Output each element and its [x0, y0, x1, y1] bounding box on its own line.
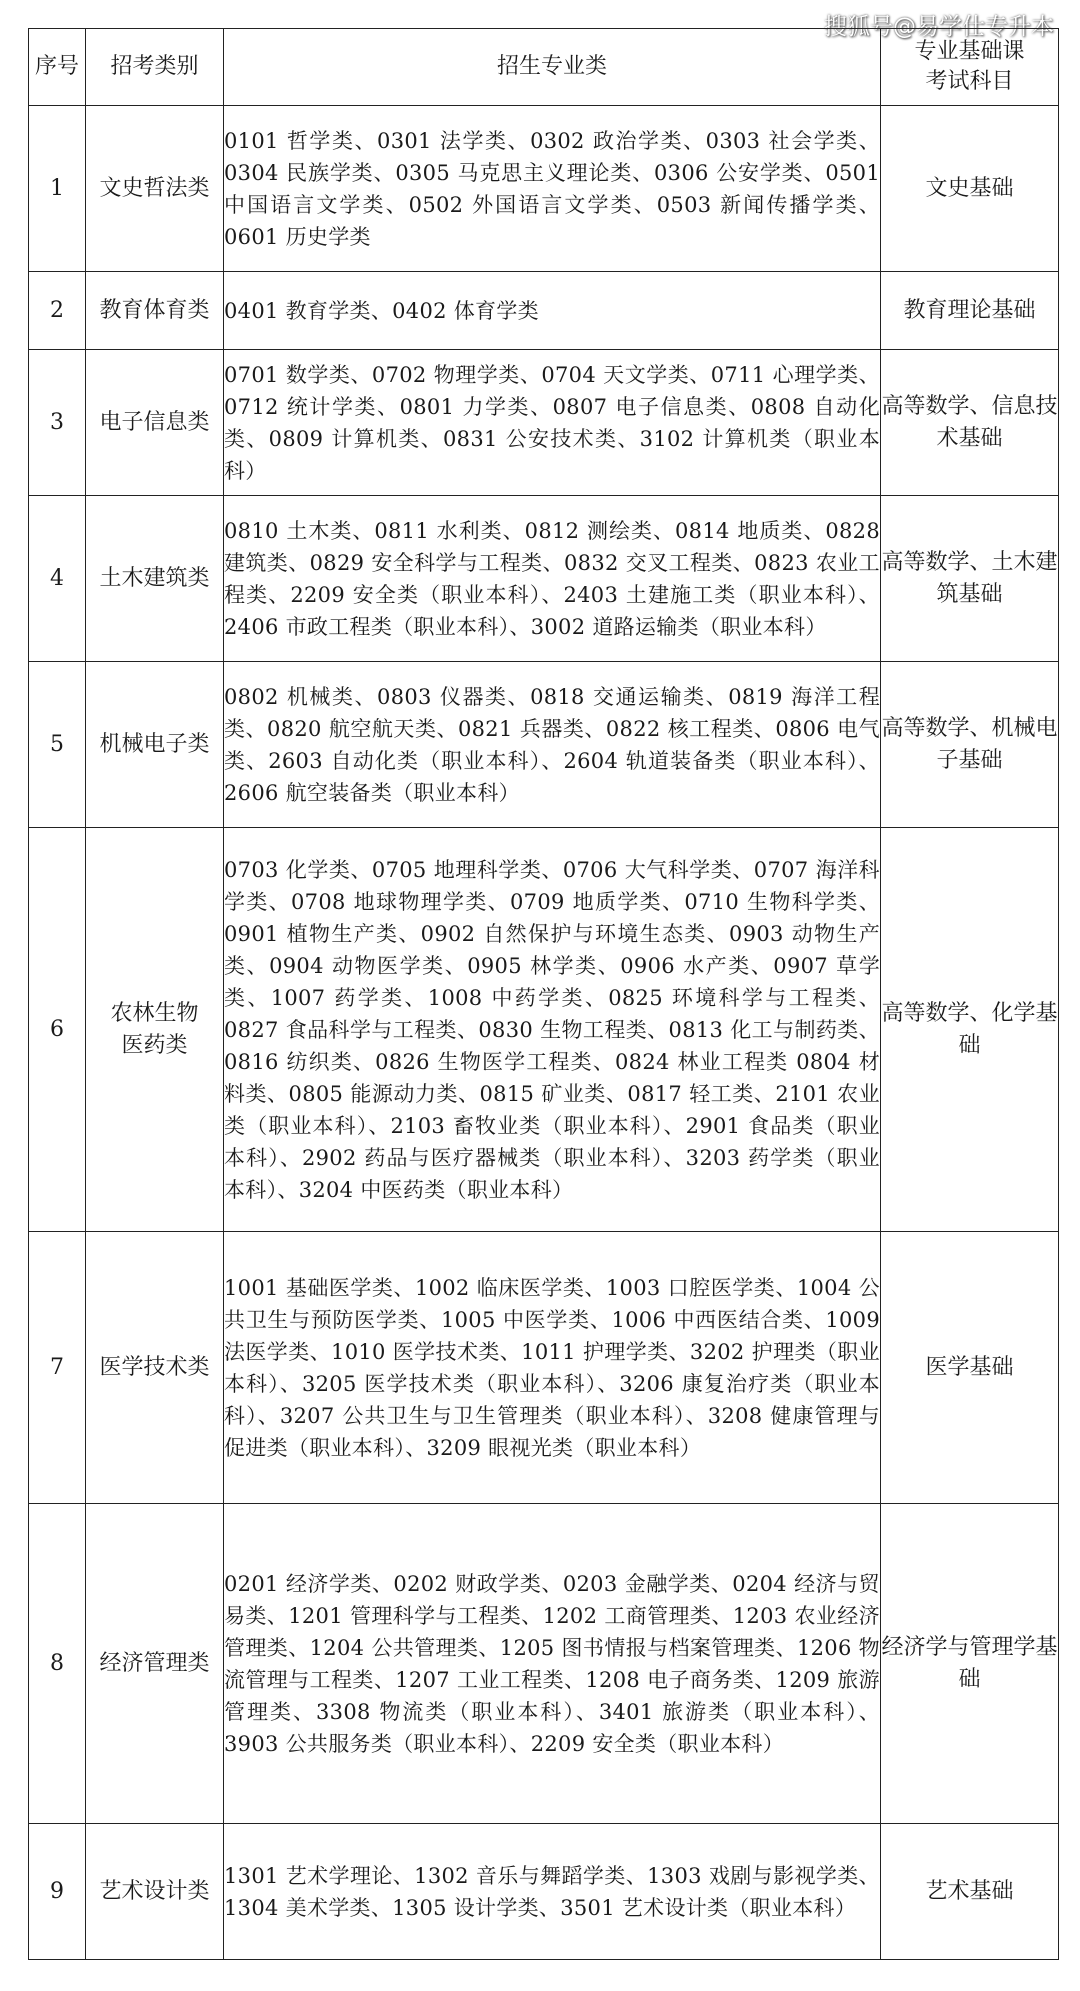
watermark-text: 搜狐号@易学仕专升本 [824, 14, 1054, 40]
row-no: 6 [29, 828, 86, 1232]
row-subject: 文史基础 [881, 106, 1059, 272]
row-subject: 艺术基础 [881, 1824, 1059, 1960]
table-row [29, 496, 1059, 662]
row-no: 2 [29, 272, 86, 350]
row-no: 8 [29, 1504, 86, 1824]
row-no: 9 [29, 1824, 86, 1960]
row-majors: 0810 土木类、0811 水利类、0812 测绘类、0814 地质类、0828 建筑类、0829 安全科学与工程类、0832 交叉工程类、0823 农业工程类、2209 安全类（职业本科）、2403 土建施工类（职业本科）、2406 市政工程类（职业本科）、3002 道路运输类（职业本科） [224, 496, 881, 662]
major-category-table [28, 28, 1059, 1960]
row-majors: 0802 机械类、0803 仪器类、0818 交通运输类、0819 海洋工程类、0820 航空航天类、0821 兵器类、0822 核工程类、0806 电气类、2603 自动化类（职业本科）、2604 轨道装备类（职业本科）、2606 航空装备类（职业本科） [224, 662, 881, 828]
header-subject-line1: 专业基础课 [914, 39, 1025, 64]
table-row [29, 662, 1059, 828]
header-no: 序号 [29, 29, 86, 106]
row-subject: 高等数学、信息技术基础 [881, 350, 1059, 496]
header-majors: 招生专业类 [224, 29, 881, 106]
row-majors: 1001 基础医学类、1002 临床医学类、1003 口腔医学类、1004 公共卫生与预防医学类、1005 中医学类、1006 中西医结合类、1009 法医学类、1010 医学技术类、1011 护理学类、3202 护理类（职业本科）、3205 医学技术类（职业本科）、3206 康复治疗类（职业本科）、3207 公共卫生与卫生管理类（职业本科）、3208 健康管理与促进类（职业本科）、3209 眼视光类（职业本科） [224, 1232, 881, 1504]
row-subject: 高等数学、土木建筑基础 [881, 496, 1059, 662]
table-row [29, 272, 1059, 350]
table-row [29, 350, 1059, 496]
row-no: 5 [29, 662, 86, 828]
header-subject-line2: 考试科目 [925, 69, 1014, 94]
row-category: 艺术设计类 [86, 1824, 224, 1960]
row-category: 土木建筑类 [86, 496, 224, 662]
row-no: 7 [29, 1232, 86, 1504]
row-no: 1 [29, 106, 86, 272]
row-no: 3 [29, 350, 86, 496]
row-majors: 0401 教育学类、0402 体育学类 [224, 272, 881, 350]
row-category: 机械电子类 [86, 662, 224, 828]
header-category: 招考类别 [86, 29, 224, 106]
row-majors: 0701 数学类、0702 物理学类、0704 天文学类、0711 心理学类、0712 统计学类、0801 力学类、0807 电子信息类、0808 自动化类、0809 计算机类、0831 公安技术类、3102 计算机类（职业本科） [224, 350, 881, 496]
table-header-row [29, 29, 1059, 106]
row-category-text: 农林生物医药类 [110, 1000, 199, 1058]
row-category [86, 828, 224, 1232]
row-category: 经济管理类 [86, 1504, 224, 1824]
table-row [29, 1504, 1059, 1824]
row-majors: 1301 艺术学理论、1302 音乐与舞蹈学类、1303 戏剧与影视学类、1304 美术学类、1305 设计学类、3501 艺术设计类（职业本科） [224, 1824, 881, 1960]
row-majors: 0101 哲学类、0301 法学类、0302 政治学类、0303 社会学类、0304 民族学类、0305 马克思主义理论类、0306 公安学类、0501 中国语言文学类、0502 外国语言文学类、0503 新闻传播学类、0601 历史学类 [224, 106, 881, 272]
table-row [29, 828, 1059, 1232]
row-majors: 0703 化学类、0705 地理科学类、0706 大气科学类、0707 海洋科学类、0708 地球物理学类、0709 地质学类、0710 生物科学类、0901 植物生产类、0902 自然保护与环境生态类、0903 动物生产类、0904 动物医学类、0905 林学类、0906 水产类、0907 草学类、1007 药学类、1008 中药学类、0825 环境科学与工程类、0827 食品科学与工程类、0830 生物工程类、0813 化工与制药类、0816 纺织类、0826 生物医学工程类、0824 林业工程类 0804 材料类、0805 能源动力类、0815 矿业类、0817 轻工类、2101 农业类（职业本科）、2103 畜牧业类（职业本科）、2901 食品类（职业本科）、2902 药品与医疗器械类（职业本科）、3203 药学类（职业本科）、3204 中医药类（职业本科） [224, 828, 881, 1232]
row-category: 医学技术类 [86, 1232, 224, 1504]
table-row [29, 1824, 1059, 1960]
row-category: 文史哲法类 [86, 106, 224, 272]
row-subject: 高等数学、机械电子基础 [881, 662, 1059, 828]
row-subject: 高等数学、化学基础 [881, 828, 1059, 1232]
row-category: 电子信息类 [86, 350, 224, 496]
row-subject: 教育理论基础 [881, 272, 1059, 350]
row-subject: 经济学与管理学基础 [881, 1504, 1059, 1824]
row-category: 教育体育类 [86, 272, 224, 350]
table-row [29, 106, 1059, 272]
row-majors: 0201 经济学类、0202 财政学类、0203 金融学类、0204 经济与贸易类、1201 管理科学与工程类、1202 工商管理类、1203 农业经济管理类、1204 公共管理类、1205 图书情报与档案管理类、1206 物流管理与工程类、1207 工业工程类、1208 电子商务类、1209 旅游管理类、3308 物流类（职业本科）、3401 旅游类（职业本科）、3903 公共服务类（职业本科）、2209 安全类（职业本科） [224, 1504, 881, 1824]
header-subject [881, 29, 1059, 106]
table-row [29, 1232, 1059, 1504]
row-no: 4 [29, 496, 86, 662]
row-subject: 医学基础 [881, 1232, 1059, 1504]
